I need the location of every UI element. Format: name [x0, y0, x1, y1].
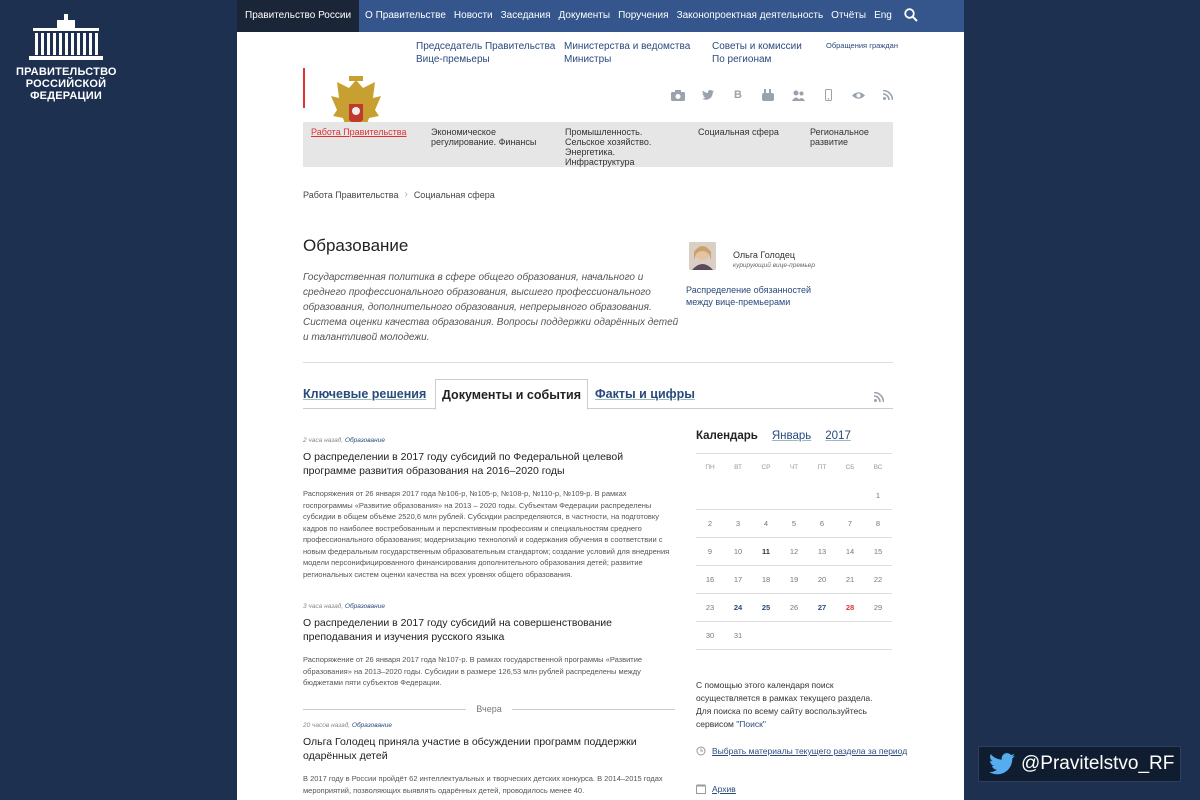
news-title[interactable]: О распределении в 2017 году субсидий на совершенствование преподавания и изучения русского языка — [303, 617, 612, 643]
section-item-regional[interactable]: Региональное развитие — [810, 127, 869, 147]
calendar-day: 3 — [735, 519, 741, 528]
content-tabs — [303, 379, 893, 409]
news-body: Распоряжения от 26 января 2017 года №106-р, №105-р, №108-р, №110-р, №109-р. В рамках госпрограммы «Развитие образования» на 2013 – 2020 годы. Субъектам Федерации распределены субсидии в общем объёме 2520,6 млн рублей. Субсидии распределяются, в частности, на подготовку кадров по наиболее востребованным и перспективным профессиям и специальностям среднего профессионального образования; модернизацию технологий и содержания обучения в соответствии с новым федеральным государственным образовательным стандартом; создание условий для внедрения модели персонифицированного финансирования дополнительного образования детей; развитие региональных систем оценки качества на всех уровнях общего образования. — [303, 489, 670, 579]
news-item — [303, 722, 675, 796]
link-councils[interactable]: Советы и комиссии — [712, 41, 802, 52]
calendar-day: 26 — [789, 603, 799, 612]
calendar-day: 7 — [847, 519, 853, 528]
calendar-empty-cell — [780, 482, 808, 509]
calendar-day: 1 — [875, 491, 881, 500]
calendar-title: Календарь — [696, 430, 758, 442]
day-divider — [303, 702, 675, 716]
calendar-day: 30 — [705, 631, 715, 640]
calendar-day: 10 — [733, 547, 743, 556]
nav-item-meetings[interactable]: Заседания — [500, 10, 551, 21]
camera-icon[interactable] — [669, 88, 687, 102]
calendar-weekday: ЧТ — [789, 464, 799, 471]
calendar-empty-cell — [780, 622, 808, 649]
twitter-handle: @Pravitelstvo_RF — [1021, 753, 1175, 774]
calendar-weekday: ВС — [873, 464, 883, 471]
government-logo[interactable] — [16, 14, 116, 102]
calendar-week-row — [696, 622, 892, 650]
calendar-day: 6 — [819, 519, 825, 528]
news-body: Распоряжение от 26 января 2017 года №107-р. В рамках государственной программы «Развитие образования» на 2013–2020 годы. Субсидии в размере 126,53 млн рублей распределены между бюджетами пяти субъектов Федерации. — [303, 655, 643, 687]
page-title: Образование — [303, 236, 409, 255]
section-item-industry[interactable]: Промышленность. Сельское хозяйство. Энергетика. Инфраструктура — [565, 127, 652, 167]
rss-icon[interactable] — [874, 389, 884, 399]
news-title[interactable]: О распределении в 2017 году субсидий по Федеральной целевой программе развития образования на 2016–2020 годы — [303, 451, 624, 477]
calendar-weekday: ПТ — [817, 464, 827, 471]
select-period-link[interactable] — [696, 745, 907, 757]
calendar-help-body: С помощью этого календаря поиск осуществляется в рамках текущего раздела. Для поиска по всему сайту воспользуйтесь сервисом — [696, 680, 873, 729]
calendar-day: 29 — [873, 603, 883, 612]
tab-documents-events[interactable]: Документы и события — [435, 379, 588, 410]
calendar-empty-cell — [724, 482, 752, 509]
vk-icon[interactable]: B — [734, 89, 742, 101]
news-time: 20 часов назад, — [303, 722, 351, 729]
youtube-icon[interactable] — [759, 88, 777, 102]
section-item-government-work[interactable]: Работа Правительства — [311, 127, 407, 137]
news-tag[interactable]: Образование — [344, 437, 385, 444]
calendar-empty-cell — [752, 482, 780, 509]
calendar-week-row — [696, 594, 892, 622]
calendar-weekday: ВТ — [734, 464, 742, 471]
nav-item-documents[interactable]: Документы — [558, 10, 611, 21]
calendar-day: 23 — [705, 603, 715, 612]
calendar-day[interactable]: 25 — [761, 603, 771, 612]
calendar-year-select[interactable]: 2017 — [825, 430, 851, 442]
section-menu — [303, 122, 893, 167]
calendar-day: 14 — [845, 547, 855, 556]
calendar-week-row — [696, 482, 892, 510]
search-icon[interactable] — [904, 8, 920, 24]
link-vice-premiers[interactable]: Вице-премьеры — [416, 54, 490, 65]
calendar-day: 31 — [733, 631, 743, 640]
breadcrumb-item[interactable]: Социальная сфера — [413, 189, 495, 200]
calendar-day: 5 — [791, 519, 797, 528]
site-header — [237, 32, 964, 120]
twitter-bird-icon — [989, 753, 1015, 775]
rss-icon[interactable] — [879, 88, 897, 102]
calendar-weekday: СБ — [845, 464, 855, 471]
link-regions[interactable]: По регионам — [712, 54, 772, 65]
calendar-empty-cell — [808, 622, 836, 649]
history-icon — [696, 746, 706, 756]
calendar-empty-cell — [836, 622, 864, 649]
news-time: 2 часа назад, — [303, 437, 344, 444]
logo-text-line-1: ПРАВИТЕЛЬСТВО — [16, 66, 117, 78]
government-building-icon — [27, 14, 105, 62]
calendar-help-text — [696, 679, 886, 731]
calendar-day: 9 — [707, 547, 713, 556]
news-time: 3 часа назад, — [303, 603, 344, 610]
eye-icon[interactable] — [849, 88, 867, 102]
nav-item-reports[interactable]: Отчёты — [831, 10, 867, 21]
link-ministers[interactable]: Министры — [564, 54, 612, 65]
breadcrumb-item[interactable]: Работа Правительства — [303, 189, 399, 200]
header-links-col-3 — [712, 40, 802, 66]
calendar-day: 18 — [761, 575, 771, 584]
archive-link[interactable] — [696, 783, 736, 795]
calendar-day: 8 — [875, 519, 881, 528]
calendar-empty-cell — [864, 622, 892, 649]
calendar-empty-cell — [752, 622, 780, 649]
calendar-day: 12 — [789, 547, 799, 556]
archive-icon — [696, 784, 706, 794]
header-links-col-2 — [564, 40, 690, 66]
tab-key-decisions[interactable]: Ключевые решения — [303, 387, 427, 401]
news-item — [303, 603, 675, 689]
calendar-week-row — [696, 510, 892, 538]
people-icon[interactable] — [789, 88, 807, 102]
day-divider-label: Вчера — [476, 704, 502, 714]
calendar-day: 19 — [789, 575, 799, 584]
calendar-empty-cell — [696, 482, 724, 509]
calendar-day: 22 — [873, 575, 883, 584]
news-meta — [303, 603, 675, 610]
calendar-day: 2 — [707, 519, 713, 528]
calendar-month-select[interactable]: Январь — [771, 430, 812, 442]
calendar-week-row — [696, 538, 892, 566]
calendar-header — [696, 430, 851, 442]
nav-item-government[interactable]: Правительство России — [237, 0, 359, 32]
mobile-icon[interactable] — [819, 88, 837, 102]
link-ministries[interactable]: Министерства и ведомства — [564, 41, 691, 52]
select-period-label: Выбрать материалы текущего раздела за период — [712, 746, 908, 756]
nav-item-english[interactable]: Eng — [874, 10, 892, 21]
page-content — [237, 0, 964, 800]
search-service-link[interactable]: "Поиск" — [736, 719, 766, 729]
avatar[interactable] — [689, 242, 716, 270]
tab-facts-figures[interactable]: Факты и цифры — [595, 387, 695, 401]
calendar-weekday-row — [696, 454, 892, 482]
news-item — [303, 437, 675, 580]
calendar-day: 17 — [733, 575, 743, 584]
calendar-weekday: ПН — [705, 464, 715, 471]
nav-item-news[interactable]: Новости — [453, 10, 493, 21]
section-description: Государственная политика в сфере общего образования, начального и среднего профессионального образования, высшего профессионального образования, дополнительного образования, непрерывного образования. Система оценки качества образования. Вопросы поддержки одарённых детей и талантливой молодежи. — [303, 272, 679, 343]
calendar-day: 15 — [873, 547, 883, 556]
calendar-day[interactable]: 27 — [817, 603, 827, 612]
nav-item-legislation[interactable]: Законопроектная деятельность — [676, 10, 824, 21]
calendar-empty-cell — [808, 482, 836, 509]
calendar-day: 16 — [705, 575, 715, 584]
calendar-day: 13 — [817, 547, 827, 556]
header-accent-bar — [303, 68, 305, 108]
social-icons — [669, 88, 897, 102]
calendar-empty-cell — [836, 482, 864, 509]
person-name[interactable]: Ольга Голодец — [733, 250, 796, 260]
calendar-day: 20 — [817, 575, 827, 584]
person-role: курирующий вице-премьер — [733, 262, 815, 269]
news-tag[interactable]: Образование — [344, 603, 385, 610]
calendar-day[interactable]: 24 — [733, 603, 743, 612]
calendar-grid — [696, 453, 892, 650]
twitter-icon[interactable] — [699, 88, 717, 102]
nav-item-about[interactable]: О Правительстве — [365, 10, 446, 21]
top-navigation — [237, 0, 964, 32]
logo-text-line-3: ФЕДЕРАЦИИ — [30, 90, 102, 102]
archive-label: Архив — [712, 784, 736, 794]
header-links-col-1 — [416, 40, 555, 66]
duties-distribution-link[interactable]: Распределение обязанностей между вице-премьерами — [686, 285, 812, 307]
divider — [303, 362, 893, 363]
calendar-week-row — [696, 566, 892, 594]
link-chairman[interactable]: Председатель Правительства — [416, 41, 556, 52]
calendar-day[interactable]: 28 — [845, 603, 855, 612]
news-body: В 2017 году в России пройдёт 62 интеллектуальных и творческих детских конкурса. В 2014–2015 годах мероприятий, позволяющих выявлять одарённых детей, проводилось менее 40. — [303, 774, 663, 795]
calendar-day: 11 — [762, 547, 770, 556]
chevron-right-icon: › — [404, 189, 408, 200]
section-item-social[interactable]: Социальная сфера — [698, 127, 779, 137]
link-citizen-appeals[interactable]: Обращения граждан — [826, 41, 898, 50]
news-meta — [303, 722, 675, 729]
news-meta — [303, 437, 675, 444]
section-item-economy[interactable]: Экономическое регулирование. Финансы — [431, 127, 537, 147]
twitter-badge — [978, 746, 1181, 782]
nav-item-orders[interactable]: Поручения — [618, 10, 669, 21]
calendar-weekday: СР — [761, 464, 771, 471]
breadcrumb — [303, 189, 495, 200]
logo-text-line-2: РОССИЙСКОЙ — [25, 78, 107, 90]
calendar-day: 21 — [845, 575, 855, 584]
news-title[interactable]: Ольга Голодец приняла участие в обсуждении программ поддержки одарённых детей — [303, 736, 637, 762]
news-tag[interactable]: Образование — [351, 722, 392, 729]
calendar-day: 4 — [763, 519, 769, 528]
